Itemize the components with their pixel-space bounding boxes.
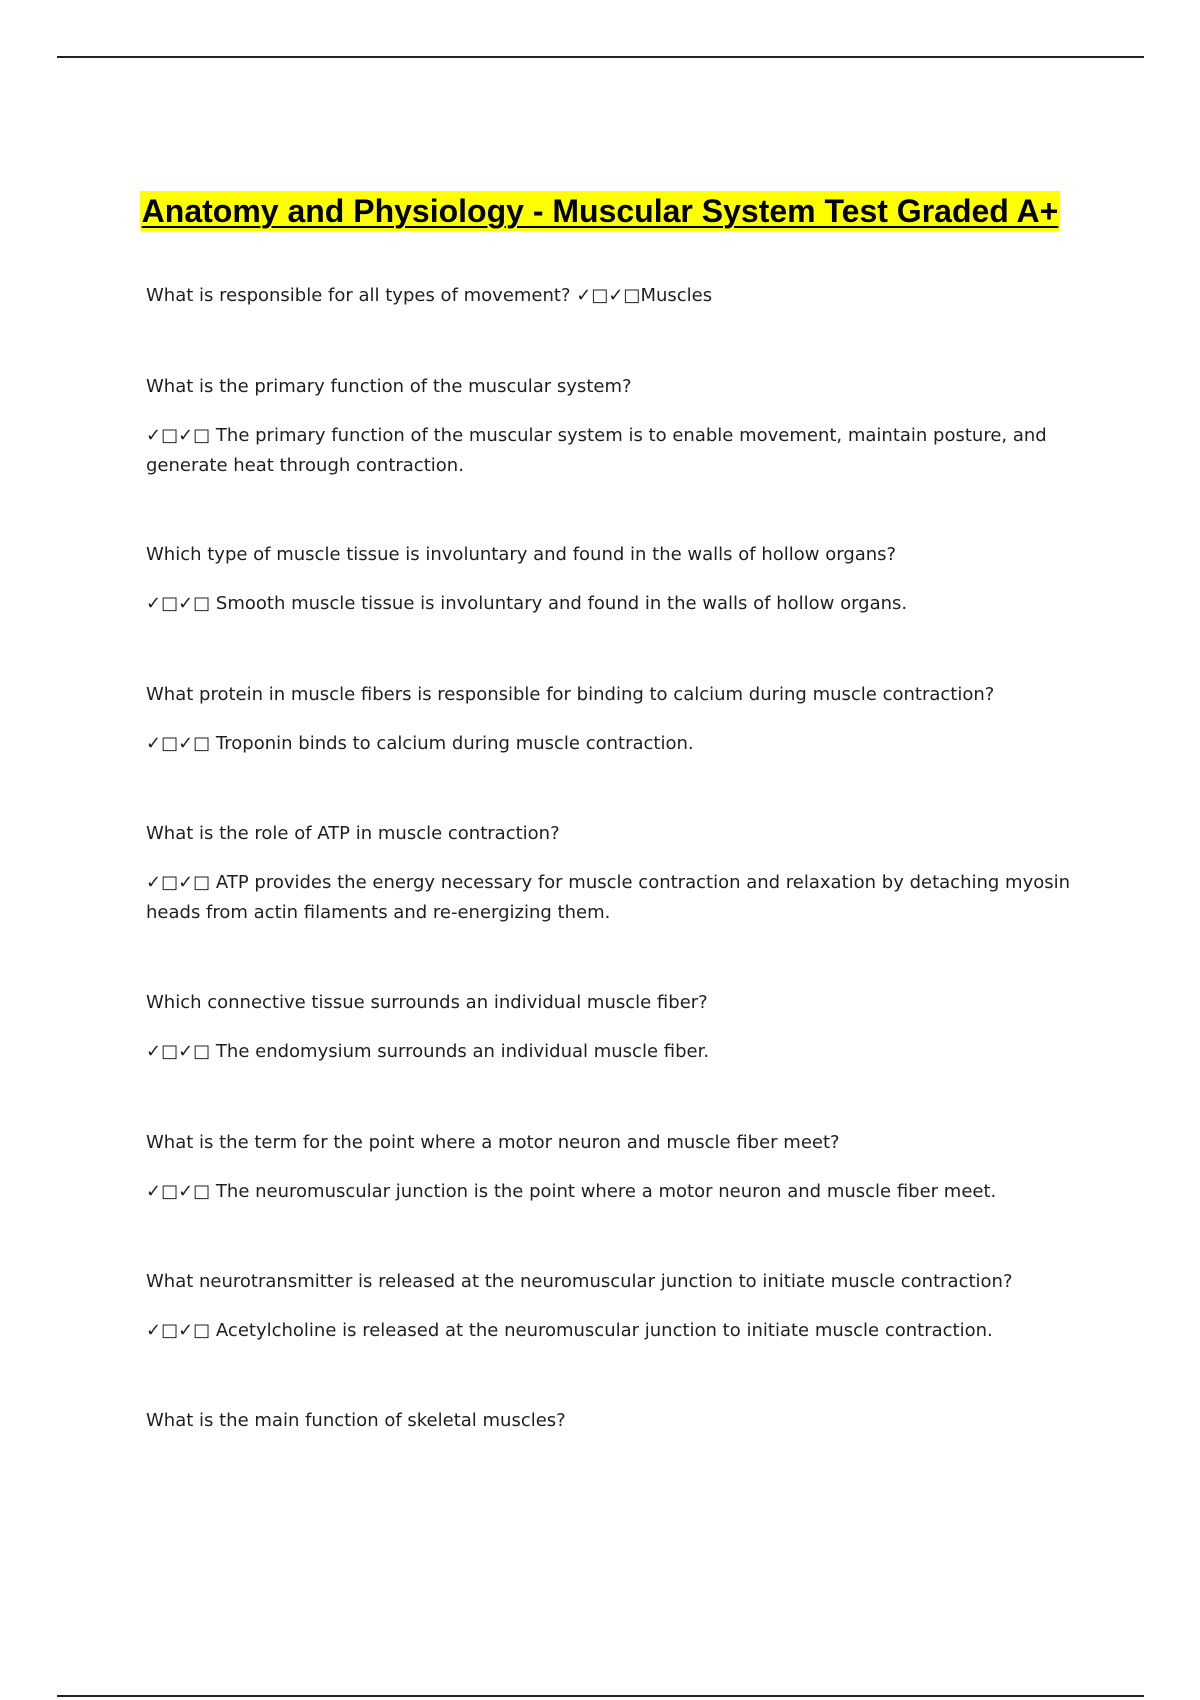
answer-line xyxy=(146,1037,1086,1067)
answer-text: The neuromuscular junction is the point where a motor neuron and muscle fiber meet. xyxy=(215,1181,997,1202)
answer-line xyxy=(146,421,1086,481)
question-text: What is the role of ATP in muscle contraction? xyxy=(146,823,560,844)
answer-text: Smooth muscle tissue is involuntary and found in the walls of hollow organs. xyxy=(215,593,908,614)
qa-item xyxy=(146,1128,1086,1207)
check-mark-icon: ✓□✓□ xyxy=(146,1181,211,1202)
bottom-rule xyxy=(57,1695,1144,1697)
qa-item xyxy=(146,988,1086,1067)
qa-item xyxy=(146,819,1086,928)
title-block xyxy=(0,191,1200,231)
answer-text: The primary function of the muscular system is to enable movement, maintain posture, and generate heat through contraction. xyxy=(146,425,1047,476)
qa-item xyxy=(146,372,1086,481)
qa-item xyxy=(146,281,1086,311)
answer-line xyxy=(146,729,1086,759)
question-text: What is the term for the point where a motor neuron and muscle fiber meet? xyxy=(146,1132,840,1153)
question-text: What protein in muscle fibers is responsible for binding to calcium during muscle contraction? xyxy=(146,684,995,705)
answer-text: Troponin binds to calcium during muscle contraction. xyxy=(215,733,694,754)
qa-item xyxy=(146,540,1086,619)
question-text: Which connective tissue surrounds an individual muscle fiber? xyxy=(146,992,708,1013)
answer-line xyxy=(146,589,1086,619)
question-text: What is the primary function of the muscular system? xyxy=(146,376,632,397)
check-mark-icon: ✓□✓□ xyxy=(146,1041,211,1062)
check-mark-icon: ✓□✓□ xyxy=(146,593,211,614)
answer-text: The endomysium surrounds an individual muscle fiber. xyxy=(215,1041,710,1062)
check-mark-icon: ✓□✓□ xyxy=(146,733,211,754)
qa-item xyxy=(146,1267,1086,1346)
answer-text: Muscles xyxy=(640,285,713,306)
qa-item xyxy=(146,1406,1086,1436)
top-rule xyxy=(57,56,1144,58)
check-mark-icon: ✓□✓□ xyxy=(576,285,641,306)
check-mark-icon: ✓□✓□ xyxy=(146,1320,211,1341)
document-title: Anatomy and Physiology - Muscular System Test Graded A+ xyxy=(141,193,1059,229)
answer-text: ATP provides the energy necessary for muscle contraction and relaxation by detaching myosin heads from actin filaments and re-energizing them. xyxy=(146,872,1071,923)
answer-text: Acetylcholine is released at the neuromuscular junction to initiate muscle contraction. xyxy=(215,1320,993,1341)
answer-line xyxy=(146,1316,1086,1346)
check-mark-icon: ✓□✓□ xyxy=(146,425,211,446)
question-text: What neurotransmitter is released at the neuromuscular junction to initiate muscle contraction? xyxy=(146,1271,1013,1292)
question-text: Which type of muscle tissue is involuntary and found in the walls of hollow organs? xyxy=(146,544,897,565)
question-text: What is responsible for all types of movement? xyxy=(146,285,571,306)
answer-line xyxy=(146,868,1086,928)
question-text: What is the main function of skeletal muscles? xyxy=(146,1410,566,1431)
check-mark-icon: ✓□✓□ xyxy=(146,872,211,893)
qa-item xyxy=(146,680,1086,759)
answer-line xyxy=(146,1177,1086,1207)
